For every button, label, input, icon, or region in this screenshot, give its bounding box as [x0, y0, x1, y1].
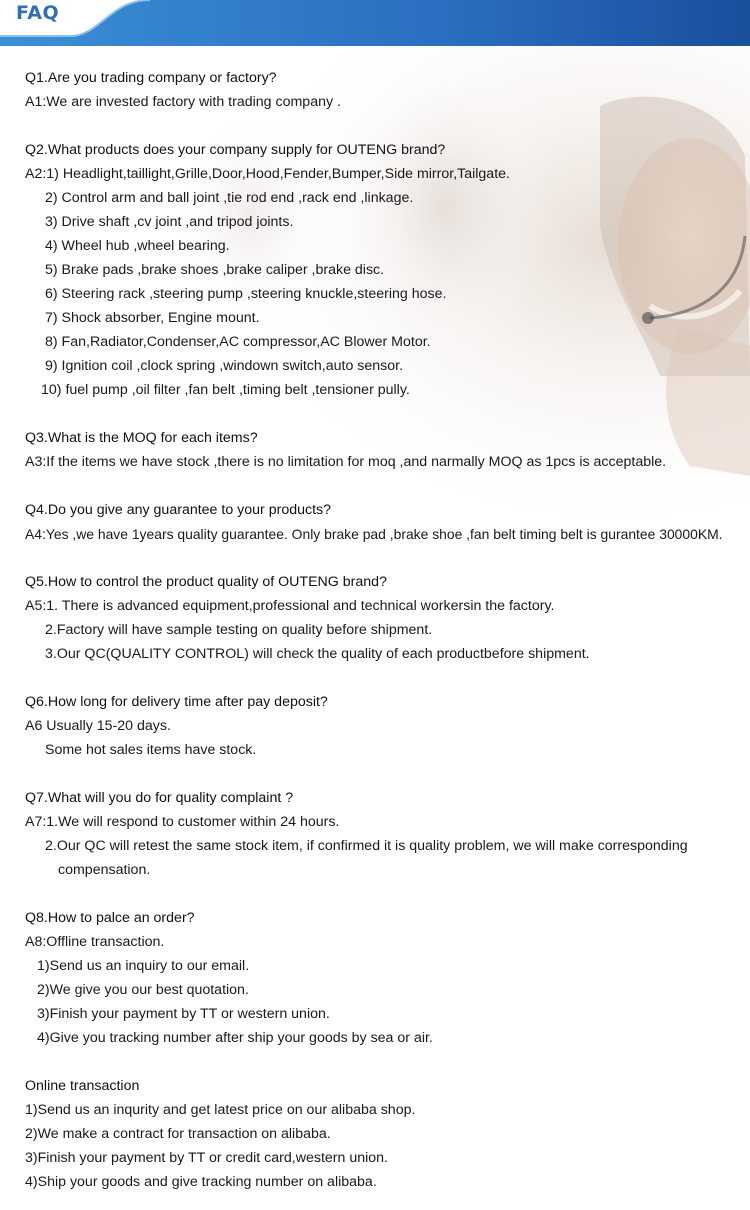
online-transaction-item: 3)Finish your payment by TT or credit card,western union.: [25, 1150, 388, 1166]
answer-2-item: 5) Brake pads ,brake shoes ,brake caliper ,brake disc.: [45, 262, 385, 278]
answer-8-item: 1)Send us an inquiry to our email.: [37, 958, 250, 974]
question-7: Q7.What will you do for quality complaint ?: [25, 790, 294, 806]
question-2: Q2.What products does your company supply for OUTENG brand?: [25, 142, 446, 158]
header-swoosh-graphic: [0, 0, 750, 46]
answer-1: A1:We are invested factory with trading company .: [25, 94, 341, 110]
answer-7: A7:1.We will respond to customer within 24 hours.: [25, 814, 340, 830]
online-transaction-item: 4)Ship your goods and give tracking number on alibaba.: [25, 1174, 377, 1190]
question-5: Q5.How to control the product quality of OUTENG brand?: [25, 574, 387, 590]
question-8: Q8.How to palce an order?: [25, 910, 195, 926]
online-transaction-item: 1)Send us an inqurity and get latest price on our alibaba shop.: [25, 1102, 416, 1118]
answer-2-item: 4) Wheel hub ,wheel bearing.: [45, 238, 230, 254]
faq-header-banner: [0, 0, 750, 46]
answer-8-item: 2)We give you our best quotation.: [37, 982, 249, 998]
question-1: Q1.Are you trading company or factory?: [25, 70, 277, 86]
answer-2-item: 9) Ignition coil ,clock spring ,windown switch,auto sensor.: [45, 358, 404, 374]
answer-2-item: 2) Control arm and ball joint ,tie rod end ,rack end ,linkage.: [45, 190, 414, 206]
answer-7-item: 2.Our QC will retest the same stock item, if confirmed it is quality problem, we will make corresponding compensation.: [45, 838, 688, 878]
answer-2-item: 6) Steering rack ,steering pump ,steering knuckle,steering hose.: [45, 286, 447, 302]
answer-5-item: 3.Our QC(QUALITY CONTROL) will check the quality of each productbefore shipment.: [45, 646, 590, 662]
answer-8: A8:Offline transaction.: [25, 934, 165, 950]
answer-2-item: 10) fuel pump ,oil filter ,fan belt ,timing belt ,tensioner pully.: [41, 382, 410, 398]
answer-2-item: 3) Drive shaft ,cv joint ,and tripod joints.: [45, 214, 294, 230]
online-transaction-title: Online transaction: [25, 1078, 140, 1094]
answer-5-item: 2.Factory will have sample testing on quality before shipment.: [45, 622, 433, 638]
online-transaction-item: 2)We make a contract for transaction on alibaba.: [25, 1126, 331, 1142]
answer-2-item: 7) Shock absorber, Engine mount.: [45, 310, 260, 326]
question-4: Q4.Do you give any guarantee to your products?: [25, 502, 332, 518]
answer-2: A2:1) Headlight,taillight,Grille,Door,Hood,Fender,Bumper,Side mirror,Tailgate.: [25, 166, 510, 182]
question-3: Q3.What is the MOQ for each items?: [25, 430, 258, 446]
answer-5: A5:1. There is advanced equipment,professional and technical workersin the factory.: [25, 598, 555, 614]
answer-4: A4:Yes ,we have 1years quality guarantee. Only brake pad ,brake shoe ,fan belt timing belt is gurantee 30000KM.: [25, 526, 723, 542]
question-6: Q6.How long for delivery time after pay deposit?: [25, 694, 328, 710]
faq-title: FAQ: [16, 2, 60, 24]
faq-content: [25, 66, 740, 1194]
answer-6: A6 Usually 15-20 days.: [25, 718, 171, 734]
answer-8-item: 3)Finish your payment by TT or western union.: [37, 1006, 330, 1022]
answer-3: A3:If the items we have stock ,there is no limitation for moq ,and narmally MOQ as 1pcs is acceptable.: [25, 454, 667, 470]
answer-2-item: 8) Fan,Radiator,Condenser,AC compressor,AC Blower Motor.: [45, 334, 431, 350]
answer-6-item: Some hot sales items have stock.: [45, 742, 257, 758]
answer-8-item: 4)Give you tracking number after ship your goods by sea or air.: [37, 1030, 433, 1046]
